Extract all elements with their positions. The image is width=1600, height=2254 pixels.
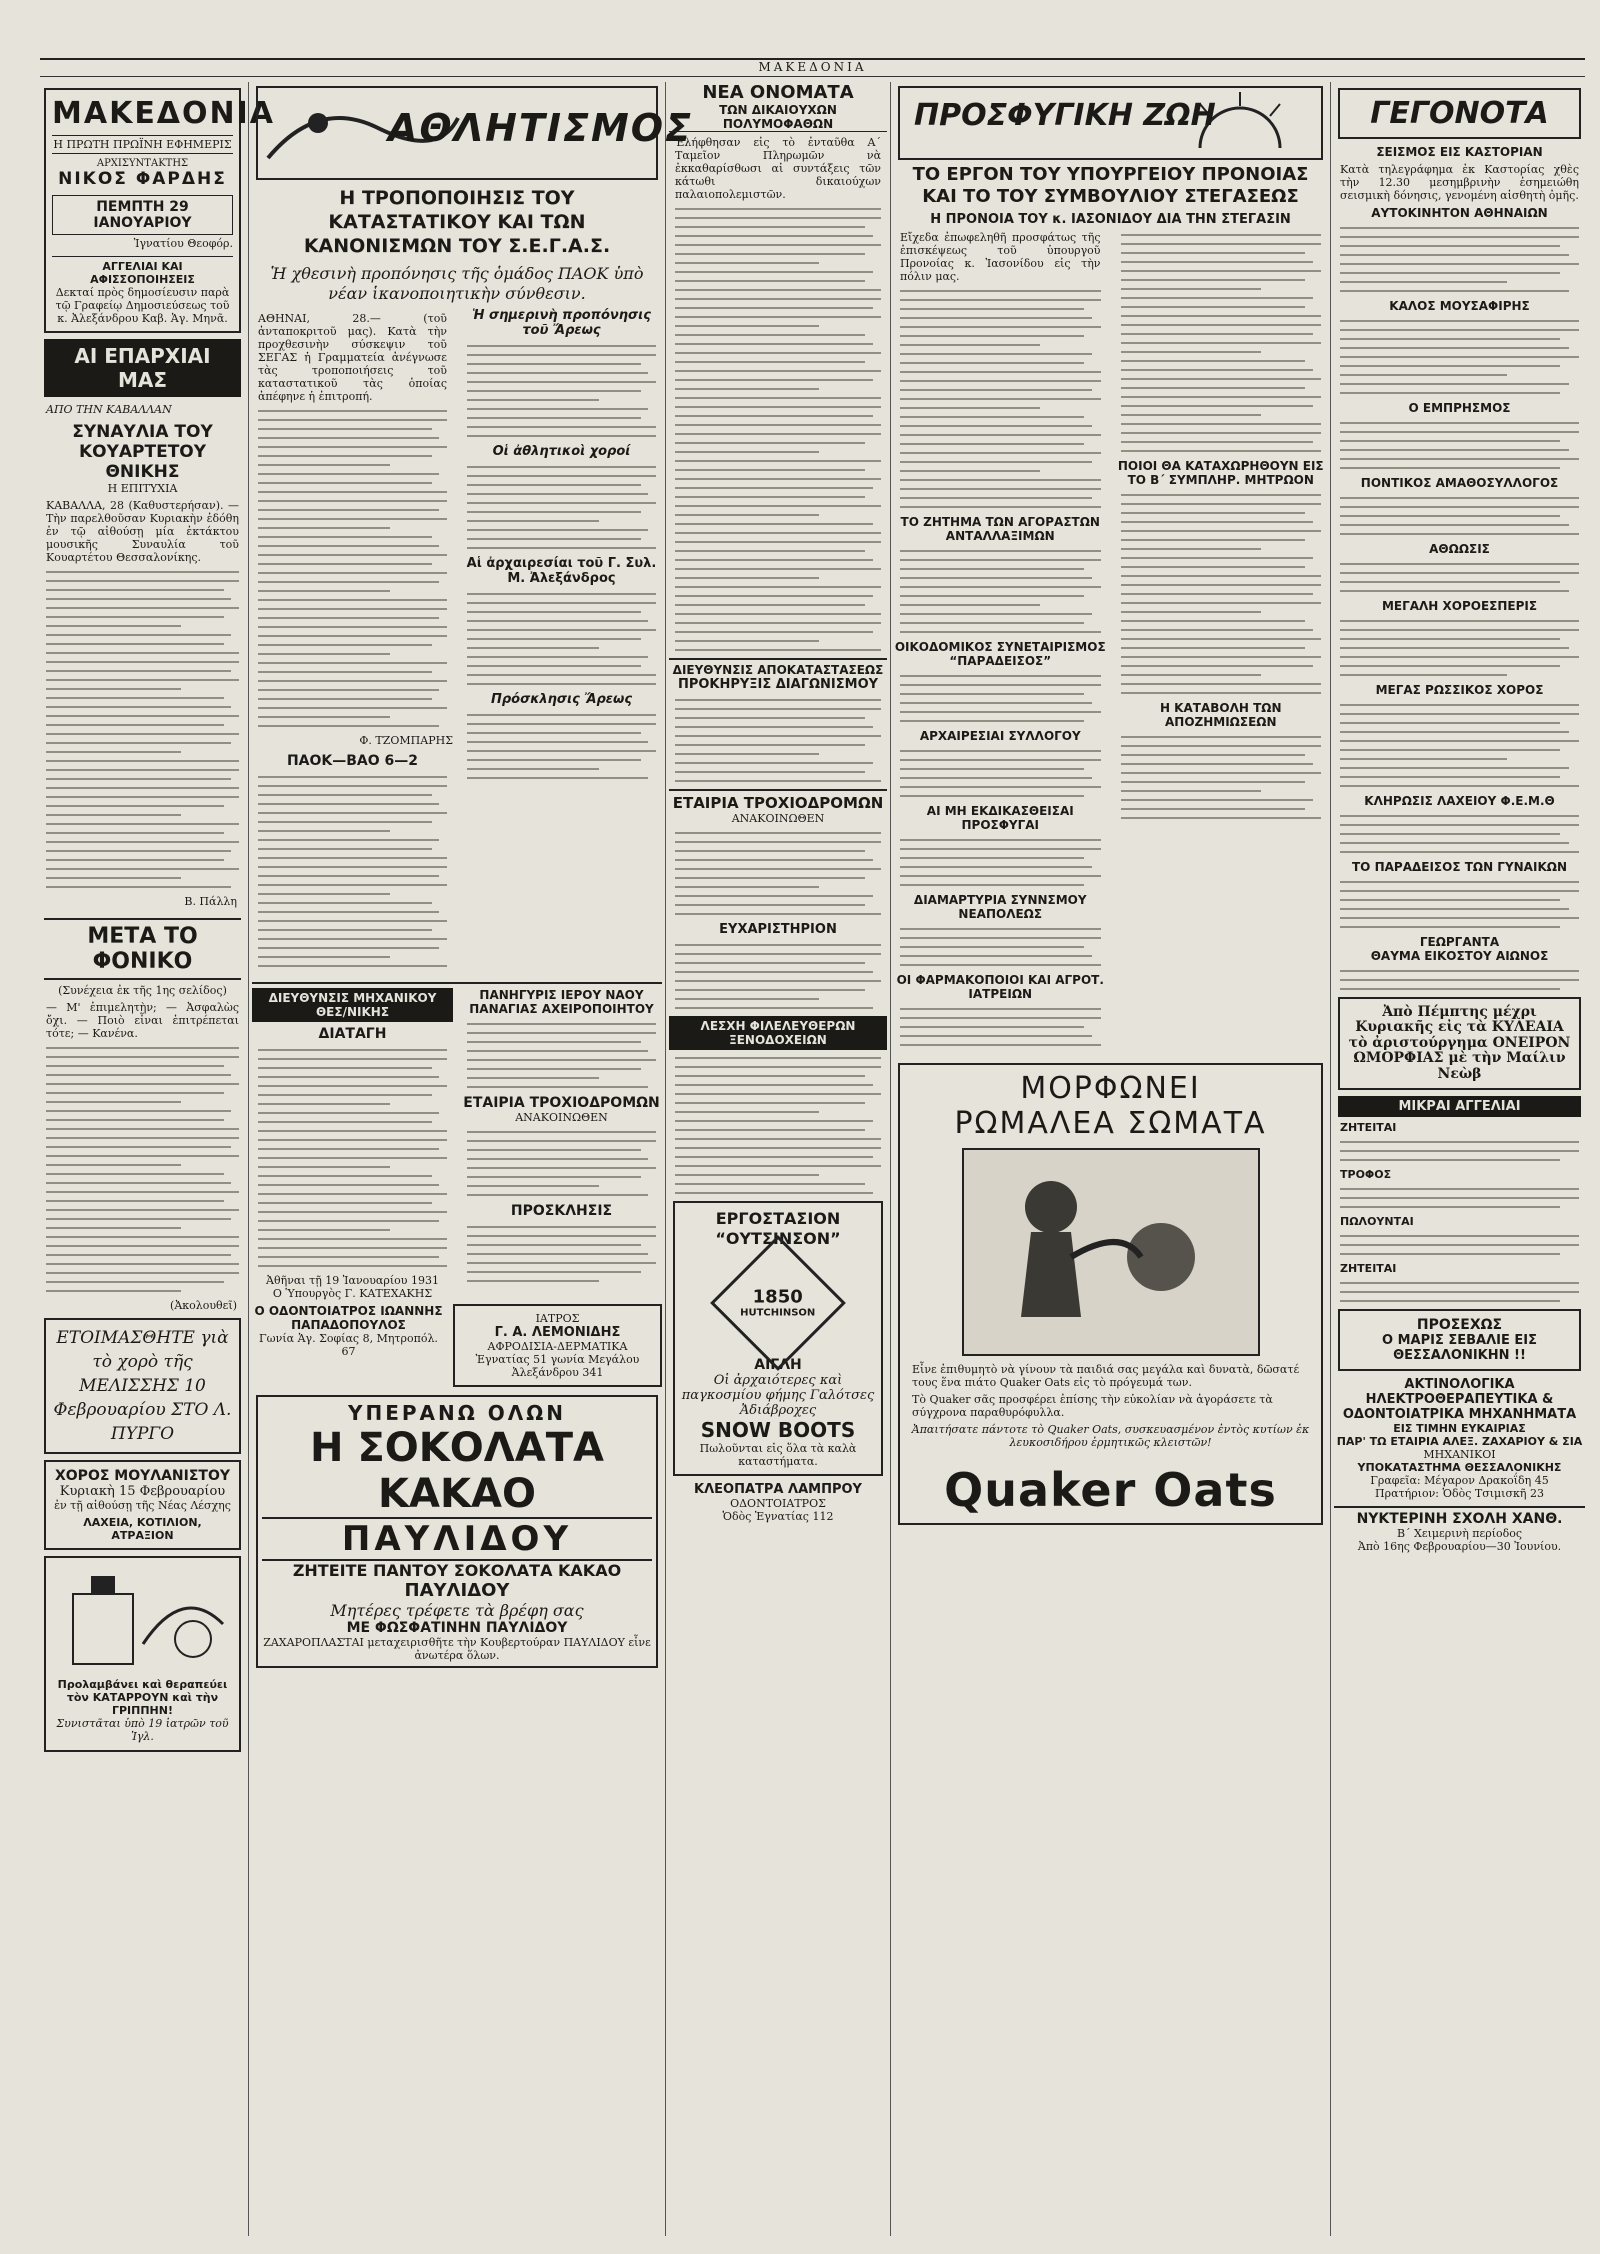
- athletic-dances-title: Οἱ ἀθλητικοὶ χοροί: [492, 444, 631, 459]
- concert-signature: Β. Πάλλη: [184, 895, 237, 908]
- night-school-subtitle: Β΄ Χειμερινὴ περίοδος: [1396, 1526, 1523, 1540]
- text-lines: [46, 1047, 239, 1292]
- chocolate-line-3: Μητέρες τρέφετε τὰ βρέφη σας: [330, 1601, 584, 1620]
- sport-signature: Φ. ΤΖΟΜΠΑΡΗΣ: [359, 734, 453, 747]
- text-lines: [46, 571, 239, 888]
- galoshes-text: Οἱ ἀρχαιότερες καὶ παγκοσμίου φήμης Γαλότσες Ἀδιάβροχες: [681, 1373, 875, 1418]
- order-signature: Ο Ὑπουργὸς Γ. ΚΑΤΕΧΑΚΗΣ: [272, 1287, 433, 1300]
- pontic-title: ΠΟΝΤΙΚΟΣ ΑΜΑΘΟΣΥΛΛΟΓΟΣ: [1360, 476, 1559, 490]
- masthead: [44, 88, 276, 333]
- xray-ad: [1334, 1377, 1585, 1500]
- hutchinson-logo: [710, 1235, 846, 1371]
- text-lines: [900, 928, 1101, 966]
- strongman-illustration: [961, 1147, 1261, 1357]
- events-banner: ΓΕΓΟΝΟΤΑ: [1338, 88, 1581, 139]
- saint-of-day: Ἰγνατίου Θεοφόρ.: [133, 237, 233, 250]
- compensation-title: Η ΚΑΤΑΒΟΛΗ ΤΩΝ ΑΠΟΖΗΜΙΩΣΕΩΝ: [1159, 701, 1282, 729]
- practice-title: Ἡ σημερινὴ προπόνησις τοῦ Ἄρεως: [472, 308, 651, 338]
- chocolate-line-4: ΜΕ ΦΩΣΦΑΤΙΝΗΝ ΠΑΥΛΙΔΟΥ: [346, 1620, 568, 1636]
- after-murder-title: ΜΕΤΑ ΤΟ ΦΟΝΙΚΟ: [44, 918, 241, 980]
- quaker-title-2: ΡΩΜΑΛΕΑ ΣΩΜΑΤΑ: [954, 1106, 1267, 1141]
- text-lines: [258, 776, 447, 967]
- refugee-left: [894, 227, 1107, 1053]
- text-lines: [900, 675, 1101, 722]
- column-rule: [890, 82, 891, 2236]
- text-lines: [467, 466, 656, 549]
- warning-text: Ο ΜΑΡΙΣ ΣΕΒΑΛΙΕ ΕΙΣ ΘΕΣΣΑΛΟΝΙΚΗΝ !!: [1382, 1332, 1537, 1363]
- quaker-brand: Quaker Oats: [944, 1463, 1277, 1517]
- tender-title: ΠΡΟΚΗΡΥΞΙΣ ΔΙΑΓΩΝΙΣΜΟΥ: [677, 677, 879, 692]
- quaker-text: Εἶνε ἐπιθυμητὸ νὰ γίνουν τὰ παιδιά σας μεγάλα καὶ δυνατὰ, δῶσατέ τους ἕνα πιάτο Quaker Oats εἰς τὸ πρόγευμά των.: [912, 1363, 1300, 1389]
- meeting-title: Πρόσκλησις Ἄρεως: [490, 692, 633, 707]
- dance-ad: ΕΤΟΙΜΑΣΘΗΤΕ γιὰ τὸ χορὸ τῆς ΜΕΛΙΣΣΗΣ 10 Φεβρουαρίου ΣΤΟ Λ. ΠΥΡΓΟ: [44, 1318, 241, 1454]
- text-lines: [467, 714, 656, 779]
- wonder-title: ΘΑΥΜΑ ΕΙΚΟΣΤΟΥ ΑΙΩΝΟΣ: [1370, 949, 1549, 963]
- dentist2-name: ΚΛΕΟΠΑΤΡΑ ΛΑΜΠΡΟΥ: [694, 1482, 862, 1497]
- sport-article-text: ΑΘΗΝΑΙ, 28.— (τοῦ ἀνταποκριτοῦ μας). Κατὰ τὴν προχθεσινὴν σύσκεψιν τοῦ ΣΕΓΑΣ ἡ Γραμματεία ἀνέγνωσε τὰς τροποποιήσεις τοῦ καταστατικοῦ τὰς ὁποίας ἀπέφηνε ἡ ἐπιτροπή.: [258, 312, 447, 403]
- text-lines: [1340, 1282, 1579, 1302]
- church-notices: [461, 988, 662, 1300]
- text-lines: [675, 832, 881, 915]
- grippe-ad: [44, 1556, 241, 1752]
- text-lines: [1340, 320, 1579, 394]
- railway2-title: ΕΤΑΙΡΙΑ ΤΡΟΧΙΟΔΡΟΜΩΝ: [463, 1095, 660, 1111]
- masked-ball-date: Κυριακὴ 15 Φεβρουαρίου: [59, 1484, 226, 1499]
- doctor-label: ΙΑΤΡΟΣ: [535, 1312, 580, 1325]
- acquittal-title: ΑΘΩΩΣΙΣ: [1429, 542, 1490, 556]
- masthead-subtitle: Η ΠΡΩΤΗ ΠΡΩΪΝΗ ΕΦΗΜΕΡΙΣ: [52, 135, 233, 154]
- railway-title: ΕΤΑΙΡΙΑ ΤΡΟΧΙΟΔΡΟΜΩΝ: [669, 789, 887, 812]
- doctor-address: Ἐγνατίας 51 γωνία Μεγάλου Ἀλεξάνδρου 341: [475, 1353, 640, 1379]
- fair-title: ΠΑΝΗΓΥΡΙΣ ΙΕΡΟΥ ΝΑΟΥ ΠΑΝΑΓΙΑΣ ΑΧΕΙΡΟΠΟΙΗΤΟΥ: [469, 988, 654, 1016]
- fire-title: Ο ΕΜΠΡΗΣΜΟΣ: [1408, 401, 1511, 415]
- quaker-title-1: ΜΟΡΦΩΝΕΙ: [1020, 1071, 1201, 1106]
- order-title: ΔΙΑΤΑΓΗ: [318, 1026, 387, 1042]
- small-ad-2-title: ΤΡΟΦΟΣ: [1340, 1167, 1392, 1181]
- women-paradise-title: ΤΟ ΠΑΡΑΔΕΙΣΟΣ ΤΩΝ ΓΥΝΑΙΚΩΝ: [1352, 860, 1567, 874]
- pharmacy-title: ΟΙ ΦΑΡΜΑΚΟΠΟΙΟΙ ΚΑΙ ΑΓΡΟΤ. ΙΑΤΡΕΙΩΝ: [896, 973, 1104, 1001]
- text-lines: [900, 839, 1101, 886]
- car-title: ΑΥΤΟΚΙΝΗΤΟΝ ΑΘΗΝΑΙΩΝ: [1371, 206, 1548, 220]
- quaker-note: Ἀπαιτήσατε πάντοτε τὸ Quaker Oats, συσκευασμένον ἐντὸς κυτίων ἐκ λευκοσιδήρου ἐρμητικῶς κλειστῶν!: [911, 1423, 1310, 1449]
- after-murder-signature: (Ἀκολουθεῖ): [170, 1299, 237, 1312]
- editor-name: ΝΙΚΟΣ ΦΑΡΔΗΣ: [58, 169, 227, 189]
- doctor-ad: [453, 1304, 662, 1387]
- club-elections-title: Αἱ ἀρχαιρεσίαι τοῦ Γ. Συλ. Μ. Ἀλεξάνδρος: [466, 556, 657, 586]
- text-lines: [675, 208, 881, 651]
- xray-address: Γραφεῖα: Μέγαρον Δρακοΐδη 45: [1370, 1473, 1549, 1487]
- text-lines: [900, 750, 1101, 797]
- column-1: [40, 82, 276, 2236]
- dentist2-title: ΟΔΟΝΤΟΙΑΤΡΟΣ: [730, 1497, 826, 1510]
- dentist-title: Ο ΟΔΟΝΤΟΙΑΤΡΟΣ ΙΩΑΝΝΗΣ ΠΑΠΑΔΟΠΟΥΛΟΣ: [254, 1304, 443, 1332]
- quake-text: Κατὰ τηλεγράφημα ἐκ Καστορίας χθὲς τὴν 12.30 μεσημβρινὴν ἐσημειώθη σεισμικὴ δόνησις, γενομένη αἰσθητὴ ὀμῆς.: [1340, 163, 1579, 202]
- text-lines: [1121, 234, 1322, 452]
- text-lines: [1340, 620, 1579, 676]
- concert-text: ΚΑΒΑΛΛΑ, 28 (Καθυστερήσαν). — Τὴν παρελθοῦσαν Κυριακὴν ἐδόθη ἐν τῷ αἰθούσῃ μία ἐκτάκτου μουσικῆς Συναυλία τοῦ Κουαρτέτου Θεσσαλονίκης.: [46, 499, 239, 564]
- refugee-banner-title: ΠΡΟΣΦΥΓΙΚΗ ΖΩΗ: [914, 98, 1216, 133]
- new-names-subheading: ΤΩΝ ΔΙΚΑΙΟΥΧΩΝ ΠΟΛΥΜΟΦΑΘΩΝ: [669, 103, 887, 132]
- coop-title: ΟΙΚΟΔΟΜΙΚΟΣ ΣΥΝΕΤΑΙΡΙΣΜΟΣ “ΠΑΡΑΔΕΙΣΟΣ”: [894, 640, 1106, 668]
- railway2-subtitle: ΑΝΑΚΟΙΝΩΘΕΝ: [515, 1111, 608, 1124]
- railway-subtitle: ΑΝΑΚΟΙΝΩΘΕΝ: [731, 812, 825, 825]
- text-lines: [258, 1049, 447, 1267]
- xray-seller: ΠΑΡ' ΤΩ ΕΤΑΙΡΙΑ ΑΛΕΞ. ΖΑΧΑΡΙΟΥ & ΣΙΑ: [1336, 1434, 1583, 1448]
- warning-ad: [1338, 1309, 1581, 1371]
- engineer-title: ΔΙΕΥΘΥΝΣΙΣ ΜΗΧΑΝΙΚΟΥ ΘΕΣ/ΝΙΚΗΣ: [252, 988, 453, 1022]
- ads-text: Δεκταί πρὸς δημοσίευσιν παρὰ τῷ Γραφείῳ Δημοσιεύσεως τοῦ κ. Ἀλεξάνδρου Καβ. Ἁγ. Μηνᾶ.: [55, 286, 230, 325]
- small-ads-title: ΜΙΚΡΑΙ ΑΓΓΕΛΙΑΙ: [1338, 1096, 1581, 1117]
- masked-ball-extras: ΛΑΧΕΙΑ, ΚΟΤΙΛΙΟΝ, ΑΤΡΑΞΙΟΝ: [83, 1516, 202, 1542]
- issue-date: ΠΕΜΠΤΗ 29 ΙΑΝΟΥΑΡΙΟΥ: [52, 195, 233, 235]
- ads-title: ΑΓΓΕΛΙΑΙ ΚΑΙ ΑΦΙΣΣΟΠΟΙΗΣΕΙΣ: [52, 256, 233, 286]
- text-lines: [467, 1226, 656, 1282]
- text-lines: [467, 345, 656, 437]
- market-title: ΤΟ ΖΗΤΗΜΑ ΤΩΝ ΑΓΟΡΑΣΤΩΝ ΑΝΤΑΛΛΑΞΙΜΩΝ: [900, 515, 1100, 543]
- text-lines: [675, 699, 881, 782]
- club-title: ΛΕΣΧΗ ΦΙΛΕΛΕΥΘΕΡΩΝ ΞΕΝΟΔΟΧΕΙΩΝ: [669, 1016, 887, 1050]
- small-ad-1-title: ΖΗΤΕΙΤΑΙ: [1340, 1120, 1397, 1134]
- kavala-label: ΑΠΟ ΤΗΝ ΚΑΒΑΛΛΑΝ: [46, 403, 172, 416]
- text-lines: [900, 550, 1101, 633]
- masked-ball-title: ΧΟΡΟΣ ΜΟΥΛΑΝΙΣΤΟΥ: [54, 1468, 230, 1484]
- text-lines: [1340, 1235, 1579, 1255]
- doctor-specialty: ΑΦΡΟΔΙΣΙΑ-ΔΕΡΜΑΤΙΚΑ: [487, 1340, 628, 1353]
- chocolate-main: Η ΣΟΚΟΛΑΤΑ ΚΑΚΑΟ: [310, 1425, 604, 1517]
- grippe-note: Συνιστᾶται ὑπὸ 19 ἰατρῶν τοῦ Ἰγλ.: [56, 1717, 229, 1743]
- text-lines: [1340, 1188, 1579, 1208]
- text-lines: [1121, 736, 1322, 819]
- dentist-ad: [252, 1304, 445, 1387]
- factory-title: ΕΡΓΟΣΤΑΣΙΟΝ “ΟΥΤΣΙΝΣΟΝ”: [715, 1209, 841, 1248]
- factory-year: 1850: [752, 1287, 804, 1308]
- sport-banner-title: ΑΘΛΗΤΙΣΜΟΣ: [388, 106, 694, 150]
- unjudged-refugees-title: ΑΙ ΜΗ ΕΚΔΙΚΑΣΘΕΙΣΑΙ ΠΡΟΣΦΥΓΑΙ: [926, 804, 1074, 832]
- sport-banner: [256, 86, 694, 180]
- new-names-heading: ΝΕΑ ΟΝΟΜΑΤΑ: [702, 82, 854, 103]
- invite-title: ΠΡΟΣΚΛΗΣΙΣ: [510, 1203, 613, 1219]
- new-names-text: Ἐλήφθησαν εἰς τὸ ἐνταῦθα Α΄ Ταμεῖον Πληρωμῶν νὰ ἐκκαθαρίσθωσι αἱ συντάξεις τῶν κάτωθι δικαιούχων παλαιοπολεμιστῶν.: [675, 136, 881, 201]
- refugee-lead: Εἴχεδα ἐπωφεληθῆ προσφάτως τῆς ἐπισκέψεως τοῦ ὑπουργοῦ Προνοίας κ. Ἰασονίδου εἰς τὴν πόλιν μας.: [900, 231, 1101, 283]
- fund-title: ΓΕΩΡΓΑΝΤΑ: [1419, 935, 1500, 949]
- small-ad-4-title: ΖΗΤΕΙΤΑΙ: [1340, 1261, 1397, 1275]
- notices-row: [252, 982, 662, 1300]
- text-lines: [1340, 881, 1579, 928]
- text-lines: [1340, 422, 1579, 469]
- thanks-title: ΕΥΧΑΡΙΣΤΗΡΙΟΝ: [719, 922, 837, 937]
- quaker-ad: [898, 1063, 1323, 1525]
- association-elections-title: ΑΡΧΑΙΡΕΣΙΑΙ ΣΥΛΛΟΓΟΥ: [919, 729, 1081, 743]
- staff-title: ΔΙΕΥΘΥΝΣΙΣ ΑΠΟΚΑΤΑΣΤΑΣΕΩΣ: [669, 658, 887, 677]
- column-2: [252, 82, 694, 2236]
- sport-subhead: Ἡ χθεσινὴ προπόνησις τῆς ὁμάδος ΠΑΟΚ ὑπὸ νέαν ἱκανοποιητικὴν σύνθεσιν.: [270, 264, 644, 303]
- chocolate-brand: ΠΑΥΛΙΔΟΥ: [262, 1517, 652, 1561]
- chocolate-ad: [256, 1395, 658, 1668]
- russian-ball-title: ΜΕΓΑΣ ΡΩΣΣΙΚΟΣ ΧΟΡΟΣ: [1375, 683, 1544, 697]
- top-banner: ΜΑΚΕΔΟΝΙΑ: [40, 58, 1585, 77]
- sport-columns: [252, 308, 662, 974]
- xray-branch: ΥΠΟΚΑΤΑΣΤΗΜΑ ΘΕΣΣΑΛΟΝΙΚΗΣ: [1357, 1460, 1562, 1474]
- xray-subtitle: ΕΙΣ ΤΙΜΗΝ ΕΥΚΑΙΡΙΑΣ: [1393, 1421, 1526, 1435]
- factory-brand: HUTCHINSON: [740, 1308, 816, 1319]
- column-4: [894, 82, 1327, 2236]
- text-lines: [1340, 815, 1579, 853]
- xray-title: ΑΚΤΙΝΟΛΟΓΙΚΑ ΗΛΕΚΤΡΟΘΕΡΑΠΕΥΤΙΚΑ & ΟΔΟΝΤΟΙΑΤΡΙΚΑ ΜΗΧΑΝΗΜΑΤΑ: [1342, 1376, 1577, 1422]
- engineer-notice: [252, 988, 453, 1300]
- refugee-headline: ΤΟ ΕΡΓΟΝ ΤΟΥ ΥΠΟΥΡΓΕΙΟΥ ΠΡΟΝΟΙΑΣ ΚΑΙ ΤΟ ΤΟΥ ΣΥΜΒΟΥΛΙΟΥ ΣΤΕΓΑΣΕΩΣ: [912, 164, 1309, 207]
- snowboots: SNOW BOOTS: [700, 1418, 856, 1442]
- hutchinson-logo-text: [740, 1287, 815, 1319]
- night-school-title: ΝΥΚΤΕΡΙΝΗ ΣΧΟΛΗ ΧΑΝΘ.: [1334, 1506, 1585, 1527]
- sport-right-column: [461, 308, 662, 974]
- dentist-doctor-row: [252, 1304, 662, 1387]
- text-lines: [1340, 563, 1579, 592]
- editor-label: ΑΡΧΙΣΥΝΤΑΚΤΗΣ: [96, 158, 189, 169]
- text-lines: [900, 290, 1101, 508]
- chocolate-top: ΥΠΕΡΑΝΩ ΟΛΩΝ: [348, 1401, 566, 1425]
- galoshes-brand: ΑΙΓΛΗ: [754, 1357, 802, 1373]
- text-lines: [467, 593, 656, 685]
- grippe-text: Προλαμβάνει καὶ θεραπεύει τὸν ΚΑΤΑΡΡΟΥΝ καὶ τὴν ΓΡΙΠΠΗΝ!: [57, 1678, 228, 1717]
- paok-title: ΠΑΟΚ—ΒΑΟ 6—2: [286, 753, 419, 769]
- column-3: [669, 82, 887, 2236]
- chocolate-line-5: ΖΑΧΑΡΟΠΛΑΣΤΑΙ μεταχειρισθῆτε τὴν Κουβερτούραν ΠΑΥΛΙΔΟΥ εἶνε ἀνωτέρα ὅλων.: [263, 1636, 651, 1662]
- refugee-right: [1115, 227, 1328, 1053]
- after-murder-subtitle: (Συνέχεια ἐκ τῆς 1ης σελίδος): [58, 984, 227, 997]
- warning-title: ΠΡΟΣΕΧΩΣ: [1416, 1316, 1503, 1333]
- text-lines: [900, 1008, 1101, 1046]
- registry-title: ΠΟΙΟΙ ΘΑ ΚΑΤΑΧΩΡΗΘΟΥΝ ΕΙΣ ΤΟ Β΄ ΣΥΜΠΛΗΡ. ΜΗΤΡΩΟΝ: [1117, 459, 1324, 487]
- chocolate-line-2: ΠΑΥΛΙΔΟΥ: [404, 1580, 510, 1601]
- masthead-title: ΜΑΚΕΔΟΝΙΑ: [52, 96, 276, 131]
- refugee-columns: [894, 227, 1327, 1053]
- concert-subtitle: Η ΕΠΙΤΥΧΙΑ: [107, 482, 178, 495]
- text-lines: [1340, 497, 1579, 535]
- lottery-title: ΚΛΗΡΩΣΙΣ ΛΑΧΕΙΟΥ Φ.Ε.Μ.Θ: [1364, 794, 1555, 808]
- text-lines: [1340, 1141, 1579, 1161]
- column-5: [1334, 82, 1585, 2236]
- dentist2-address: Ὁδὸς Ἐγνατίας 112: [722, 1510, 834, 1523]
- sport-left-column: [252, 308, 453, 974]
- small-ad-3-title: ΠΩΛΟΥΝΤΑΙ: [1340, 1214, 1414, 1228]
- remedy-bottle-illustration: [53, 1564, 233, 1674]
- xray-shop: Πρατήριον: Ὁδὸς Τσιμισκῆ 23: [1375, 1486, 1544, 1500]
- column-rule: [665, 82, 666, 2236]
- quake-title: ΣΕΙΣΜΟΣ ΕΙΣ ΚΑΣΤΟΡΙΑΝ: [1376, 145, 1543, 159]
- chocolate-line-1: ΖΗΤΕΙΤΕ ΠΑΝΤΟΥ ΣΟΚΟΛΑΤΑ ΚΑΚΑΟ: [292, 1561, 622, 1580]
- text-lines: [1121, 494, 1322, 694]
- doctor-name: Γ. Α. ΛΕΜΟΝΙΔΗΣ: [494, 1325, 621, 1340]
- masked-ball-place: ἐν τῇ αἰθούσῃ τῆς Νέας Λέσχης: [54, 1499, 231, 1512]
- text-lines: [1340, 704, 1579, 787]
- musafiris-title: ΚΑΛΟΣ ΜΟΥΣΑΦΙΡΗΣ: [1389, 299, 1530, 313]
- merger-title: ΔΙΑΜΑΡΤΥΡΙΑ ΣΥΝΝΣΜΟΥ ΝΕΑΠΟΛΕΩΣ: [913, 893, 1087, 921]
- column-rule: [248, 82, 249, 2236]
- refugee-subhead: Η ΠΡΟΝΟΙΑ ΤΟΥ κ. ΙΑΣΟΝΙΔΟΥ ΔΙΑ ΤΗΝ ΣΤΕΓΑΣΙΝ: [930, 212, 1291, 227]
- text-lines: [675, 1057, 881, 1194]
- text-lines: [258, 410, 447, 727]
- column-rule: [1330, 82, 1331, 2236]
- text-lines: [467, 1023, 656, 1088]
- masked-ball-ad: [44, 1460, 241, 1550]
- sport-headline: Η ΤΡΟΠΟΠΟΙΗΣΙΣ ΤΟΥ ΚΑΤΑΣΤΑΤΙΚΟΥ ΚΑΙ ΤΩΝ ΚΑΝΟΝΙΣΜΩΝ ΤΟΥ Σ.Ε.Γ.Α.Σ.: [303, 187, 611, 257]
- order-date: Ἀθῆναι τῇ 19 Ἰανουαρίου 1931: [266, 1274, 439, 1287]
- text-lines: [675, 944, 881, 1009]
- dentist-address: Γωνία Ἁγ. Σοφίας 8, Μητροπόλ. 67: [259, 1332, 438, 1358]
- text-lines: [1340, 970, 1579, 990]
- after-murder-text: — Μ' ἐπιμελητὴν; — Ἀσφαλὼς ὄχι. — Ποιὸ εἶναι ἐπιτρέπεται τότε; — Κανένα.: [46, 1001, 239, 1040]
- night-school-text: Ἀπὸ 16ης Φεβρουαρίου—30 Ἰουνίου.: [1357, 1539, 1562, 1553]
- hutchinson-ad: [673, 1201, 883, 1476]
- text-lines: [467, 1131, 656, 1196]
- cinema-ad: Ἀπὸ Πέμπτης μέχρι Κυριακῆς εἰς τὰ ΚΥΛΕΑΙΑ τὸ ἀριστούργημα ΟΝΕΙΡΟΝ ΩΜΟΡΦΙΑΣ μὲ τὴν Μαίλιν Νεὼβ: [1338, 997, 1581, 1090]
- ball-title: ΜΕΓΑΛΗ ΧΟΡΟΕΣΠΕΡΙΣ: [1381, 599, 1538, 613]
- refugee-banner: [898, 86, 1323, 160]
- provinces-heading: ΑΙ ΕΠΑΡΧΙΑΙ ΜΑΣ: [44, 339, 241, 397]
- text-lines: [1340, 227, 1579, 292]
- xray-role: ΜΗΧΑΝΙΚΟΙ: [1423, 1447, 1496, 1461]
- galoshes-note: Πωλοῦνται εἰς ὅλα τὰ καλὰ καταστήματα.: [699, 1442, 857, 1468]
- quaker-text-2: Τὸ Quaker σᾶς προσφέρει ἐπίσης τὴν εὐκολίαν νὰ ἀγοράσετε τὰ σύγχρονα παραθυρόφυλλα.: [912, 1393, 1273, 1419]
- concert-title: ΣΥΝΑΥΛΙΑ ΤΟΥ ΚΟΥΑΡΤΕΤΟΥ ΘΝΙΚΗΣ: [72, 422, 213, 482]
